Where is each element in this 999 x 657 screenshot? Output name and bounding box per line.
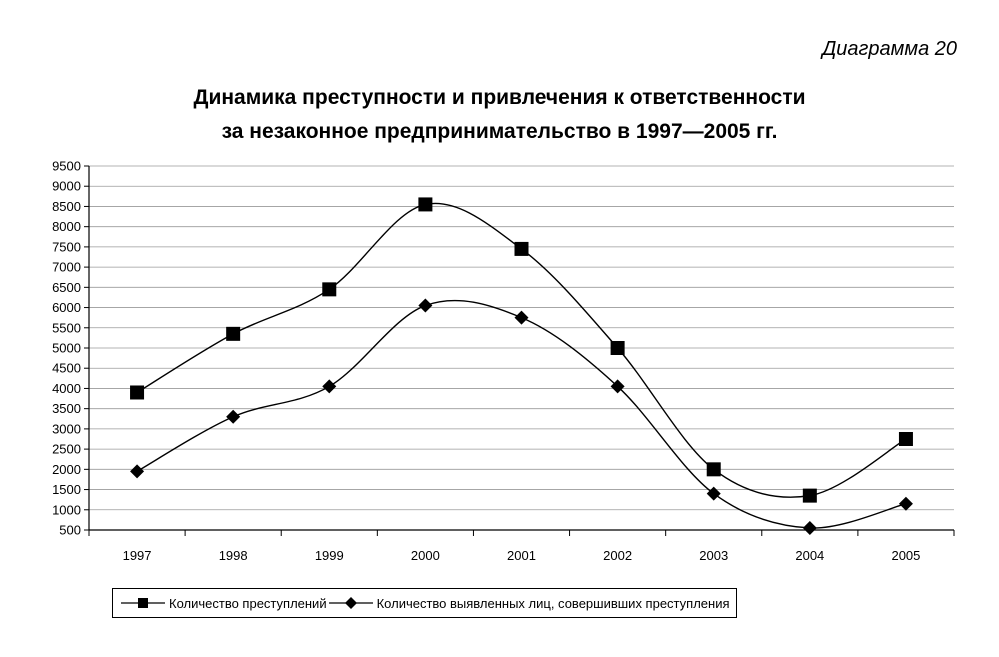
diamond-marker-point xyxy=(226,410,240,424)
y-tick-label: 3500 xyxy=(52,401,81,417)
square-marker-point xyxy=(707,462,721,476)
diamond-marker-point xyxy=(707,487,721,501)
x-tick-label: 1999 xyxy=(314,548,344,563)
diamond-marker-point xyxy=(418,299,432,313)
legend-item-crimes xyxy=(119,595,327,611)
y-tick-label: 1000 xyxy=(52,502,81,518)
x-tick-label: 2003 xyxy=(699,548,729,563)
square-marker-icon xyxy=(119,595,167,611)
square-marker-point xyxy=(899,432,913,446)
y-tick-label: 6000 xyxy=(52,300,81,316)
square-marker-point xyxy=(130,385,144,399)
y-tick-label: 3000 xyxy=(52,421,81,437)
chart-title-line-1: Динамика преступности и привлечения к ответственности xyxy=(193,86,806,109)
y-tick-label: 5000 xyxy=(52,340,81,356)
y-tick-label: 8000 xyxy=(52,219,81,235)
x-tick-label: 2000 xyxy=(410,548,440,563)
square-marker-point xyxy=(611,341,625,355)
diamond-marker-point xyxy=(899,497,913,511)
square-marker-point xyxy=(322,282,336,296)
square-marker-point xyxy=(226,327,240,341)
diamond-marker-point xyxy=(130,464,144,478)
grid-lines xyxy=(89,166,954,510)
y-tick-label: 5500 xyxy=(52,320,81,336)
y-tick-label: 2500 xyxy=(52,441,81,457)
y-tick-label: 9000 xyxy=(52,178,81,194)
x-tick-label: 1997 xyxy=(122,548,152,563)
y-tick-label: 6500 xyxy=(52,279,81,295)
y-tick-label: 8500 xyxy=(52,198,81,214)
square-marker-point xyxy=(803,489,817,503)
x-tick-label: 1998 xyxy=(218,548,248,563)
x-tick-label: 2002 xyxy=(603,548,633,563)
diamond-marker-icon xyxy=(327,595,375,611)
x-tick-label: 2004 xyxy=(795,548,825,563)
chart-title-line-2: за незаконное предпринимательство в 1997—2005 гг. xyxy=(221,120,778,143)
diamond-marker-point xyxy=(803,521,817,535)
y-tick-label: 7500 xyxy=(52,239,81,255)
series-lines xyxy=(130,197,913,535)
y-tick-label: 2000 xyxy=(52,461,81,477)
legend-label-crimes: Количество преступлений xyxy=(169,595,327,611)
y-tick-label: 1500 xyxy=(52,482,81,498)
y-tick-label: 9500 xyxy=(52,158,81,174)
y-tick-label: 4500 xyxy=(52,360,81,376)
diamond-marker-point xyxy=(515,311,529,325)
y-tick-label: 500 xyxy=(59,522,81,538)
square-marker-point xyxy=(418,197,432,211)
series-line-2 xyxy=(137,301,906,529)
diagram-number: Диаграмма 20 xyxy=(822,38,957,60)
legend-label-persons: Количество выявленных лиц, совершивших преступления xyxy=(376,595,730,611)
square-marker-point xyxy=(515,242,529,256)
x-tick-label: 2001 xyxy=(507,548,536,563)
y-axis-tick-labels xyxy=(52,159,81,538)
legend-item-persons xyxy=(327,595,730,611)
x-axis-tick-labels xyxy=(123,548,921,563)
x-tick-label: 2005 xyxy=(891,548,921,563)
y-tick-label: 7000 xyxy=(52,259,81,275)
y-tick-label: 4000 xyxy=(52,380,81,396)
legend xyxy=(112,588,737,618)
diamond-marker-point xyxy=(322,379,336,393)
axes xyxy=(84,166,954,536)
